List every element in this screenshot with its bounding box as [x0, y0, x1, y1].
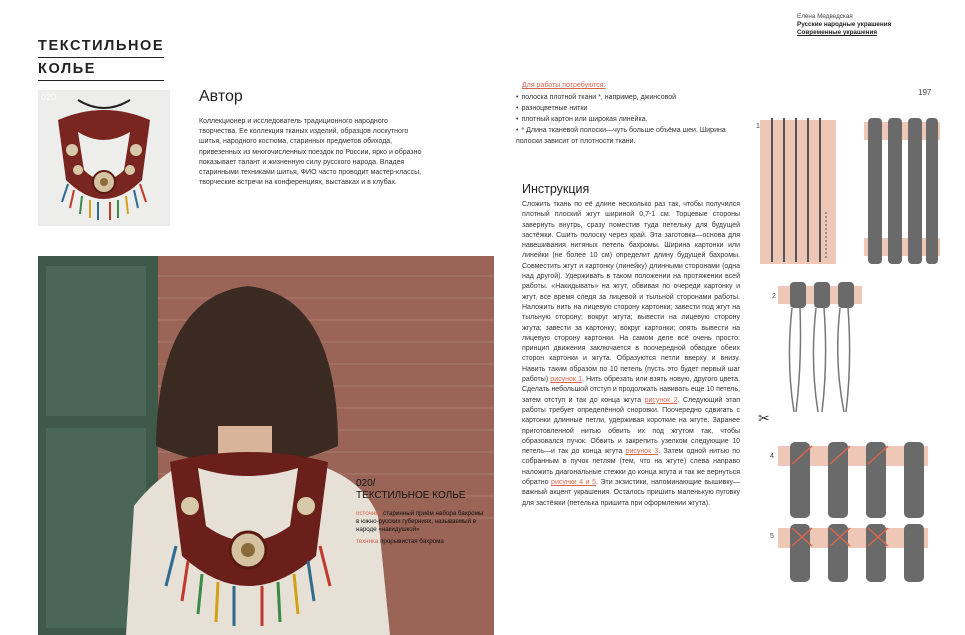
- author-heading: Автор: [199, 88, 243, 105]
- photo-caption: [356, 478, 486, 546]
- caption-source-text: старинный приём набора бахромы в южно-русских губерниях, называемый в народе «накидушкой»: [356, 510, 484, 533]
- right-page: [494, 0, 965, 635]
- materials-list: [516, 92, 726, 147]
- caption-source: [356, 510, 486, 534]
- running-header: [797, 13, 937, 37]
- page-number: 197: [918, 88, 932, 97]
- title-line-1: ТЕКСТИЛЬНОЕ: [38, 38, 165, 54]
- thumb-number: 020: [41, 92, 57, 102]
- caption-technique-label: техника: [356, 538, 379, 545]
- instructions-part: Сложить ткань по её длине несколько раз так, чтобы получился плотный плоский жгут шириной 0,7-1 см. Торцевые стороны завернуть внутрь, сразу поместив туда петельку для будущей застёжки. Сшить полоску через край. Эта заготовка—основа для навешивания нитяных петель бахромы. Ширина картонки или линейки (не более 10 см) определит длину будущей бахромы. Совместить жгут и картонку (линейку) длинными сторонами (одна над другой). Удерживать в таком положении на протяжении всей работы. «Накидывать» на жгут, обвивая по очереди картонку и жгут, все время следя за лицевой и тыльной сторонами работы. Наложить нить на лицевую сторону картонки; завести под жгут на тыльную сторону; вокруг жгута; вывести на лицевую сторону жгута; завести за картонку; вокруг картонки; опять вывести на лицевую сторону картонки. На самом деле всё очень просто: принцип движения заключается в поочередной обводке обеих сторон картонки и жгута. Образуются петли вверху и внизу. Навить таким образом по 10 петель (пусть это будет первый шаг работы): [522, 201, 740, 384]
- instructions-text: [522, 200, 740, 509]
- diagram-label-4: 4: [770, 453, 774, 460]
- caption-title: ТЕКСТИЛЬНОЕ КОЛЬЕ: [356, 490, 466, 501]
- header-book-subtitle: Современные украшения: [797, 29, 878, 36]
- instructions-part: . Затем одной нитью по собранным в пучок петлям (тем, что на жгуте) слева направо наложить диагональные стежки до конца жгута и так же вернуться обратно: [522, 448, 740, 487]
- page-title: [38, 38, 164, 84]
- necklace-thumb-illustration: [38, 90, 170, 226]
- materials-item: • * Длина тканевой полоски—чуть больше объёма шеи. Ширина полоски зависит от плотности ткани.: [516, 125, 726, 147]
- materials-item: • полоска плотной ткани *, например, джинсовой: [516, 92, 726, 103]
- caption-number: 020/: [356, 478, 376, 489]
- model-photo: [38, 256, 494, 635]
- diagram-label-5: 5: [770, 533, 774, 540]
- necklace-thumbnail: [38, 90, 170, 226]
- caption-technique-text: прорывистая бахрома: [380, 538, 444, 545]
- diagram-label-2: 2: [772, 293, 776, 300]
- figure-ref-2[interactable]: рисунок 2: [644, 396, 678, 404]
- materials-item: • плотный картон или широкая линейка.: [516, 114, 726, 125]
- materials-heading: Для работы потребуются:: [522, 82, 606, 89]
- header-book-title: Русские народные украшения: [797, 21, 892, 28]
- title-underline: [38, 57, 164, 58]
- figure-ref-3[interactable]: рисунок 3: [625, 448, 659, 456]
- instructions-part: . Нить обрезать или взять новую, другого цвета. Сделать небольшой отступ и продолжать навивать еще 10 петель, затем отступ и так до конца жгута: [522, 376, 741, 404]
- instruction-diagrams: [756, 112, 946, 587]
- instructions-heading: Инструкция: [522, 182, 590, 196]
- model-photo-illustration: [38, 256, 494, 635]
- figure-ref-1[interactable]: рисунок 1: [550, 376, 582, 384]
- author-bio: Коллекционер и исследователь традиционного народного творчества. Ее коллекция тканых изделий, образцов лоскутного шитья, народного костюма, старинных предметов обихода, привезенных из многочисленных поездок по России, ярко и образно показывает талант и жизненную силу русского народа. Владея старинными техниками шитья, ФИО часто проводит мастер-классы, творческие встречи на конференциях, выставках и в клубах.: [199, 118, 422, 187]
- materials-item: • разноцветные нитки: [516, 103, 726, 114]
- instructions-part: . Эти экзистики, напоминающие вышивку—важный акцент украшения. Осталось пришить маленькую пуговку для застёжки (петелька пришита при оформлении жгута).: [522, 479, 740, 507]
- title-line-2: КОЛЬЕ: [38, 61, 97, 77]
- header-author: Елена Медведская: [797, 13, 853, 20]
- caption-source-label: источник: [356, 510, 382, 517]
- fringe-steps-illustration: [756, 112, 946, 582]
- scissors-icon: ✂: [758, 410, 770, 426]
- figure-ref-4-5[interactable]: рисунки 4 и 5: [551, 479, 596, 487]
- title-underline: [38, 80, 164, 81]
- instructions-part: . Следующий этап работы требует определённой сноровки. Поочередно сдвигать с картонки длинные петли, удерживая короткие на жгуте. Заранее приготовленной нитью обвить их под жгутом так, чтобы образовался пучок. Обвить и закрепить узелком следующие 10 петель—и так до конца жгута: [522, 396, 741, 456]
- caption-technique: [356, 538, 486, 546]
- diagram-label-1: 1: [756, 123, 760, 130]
